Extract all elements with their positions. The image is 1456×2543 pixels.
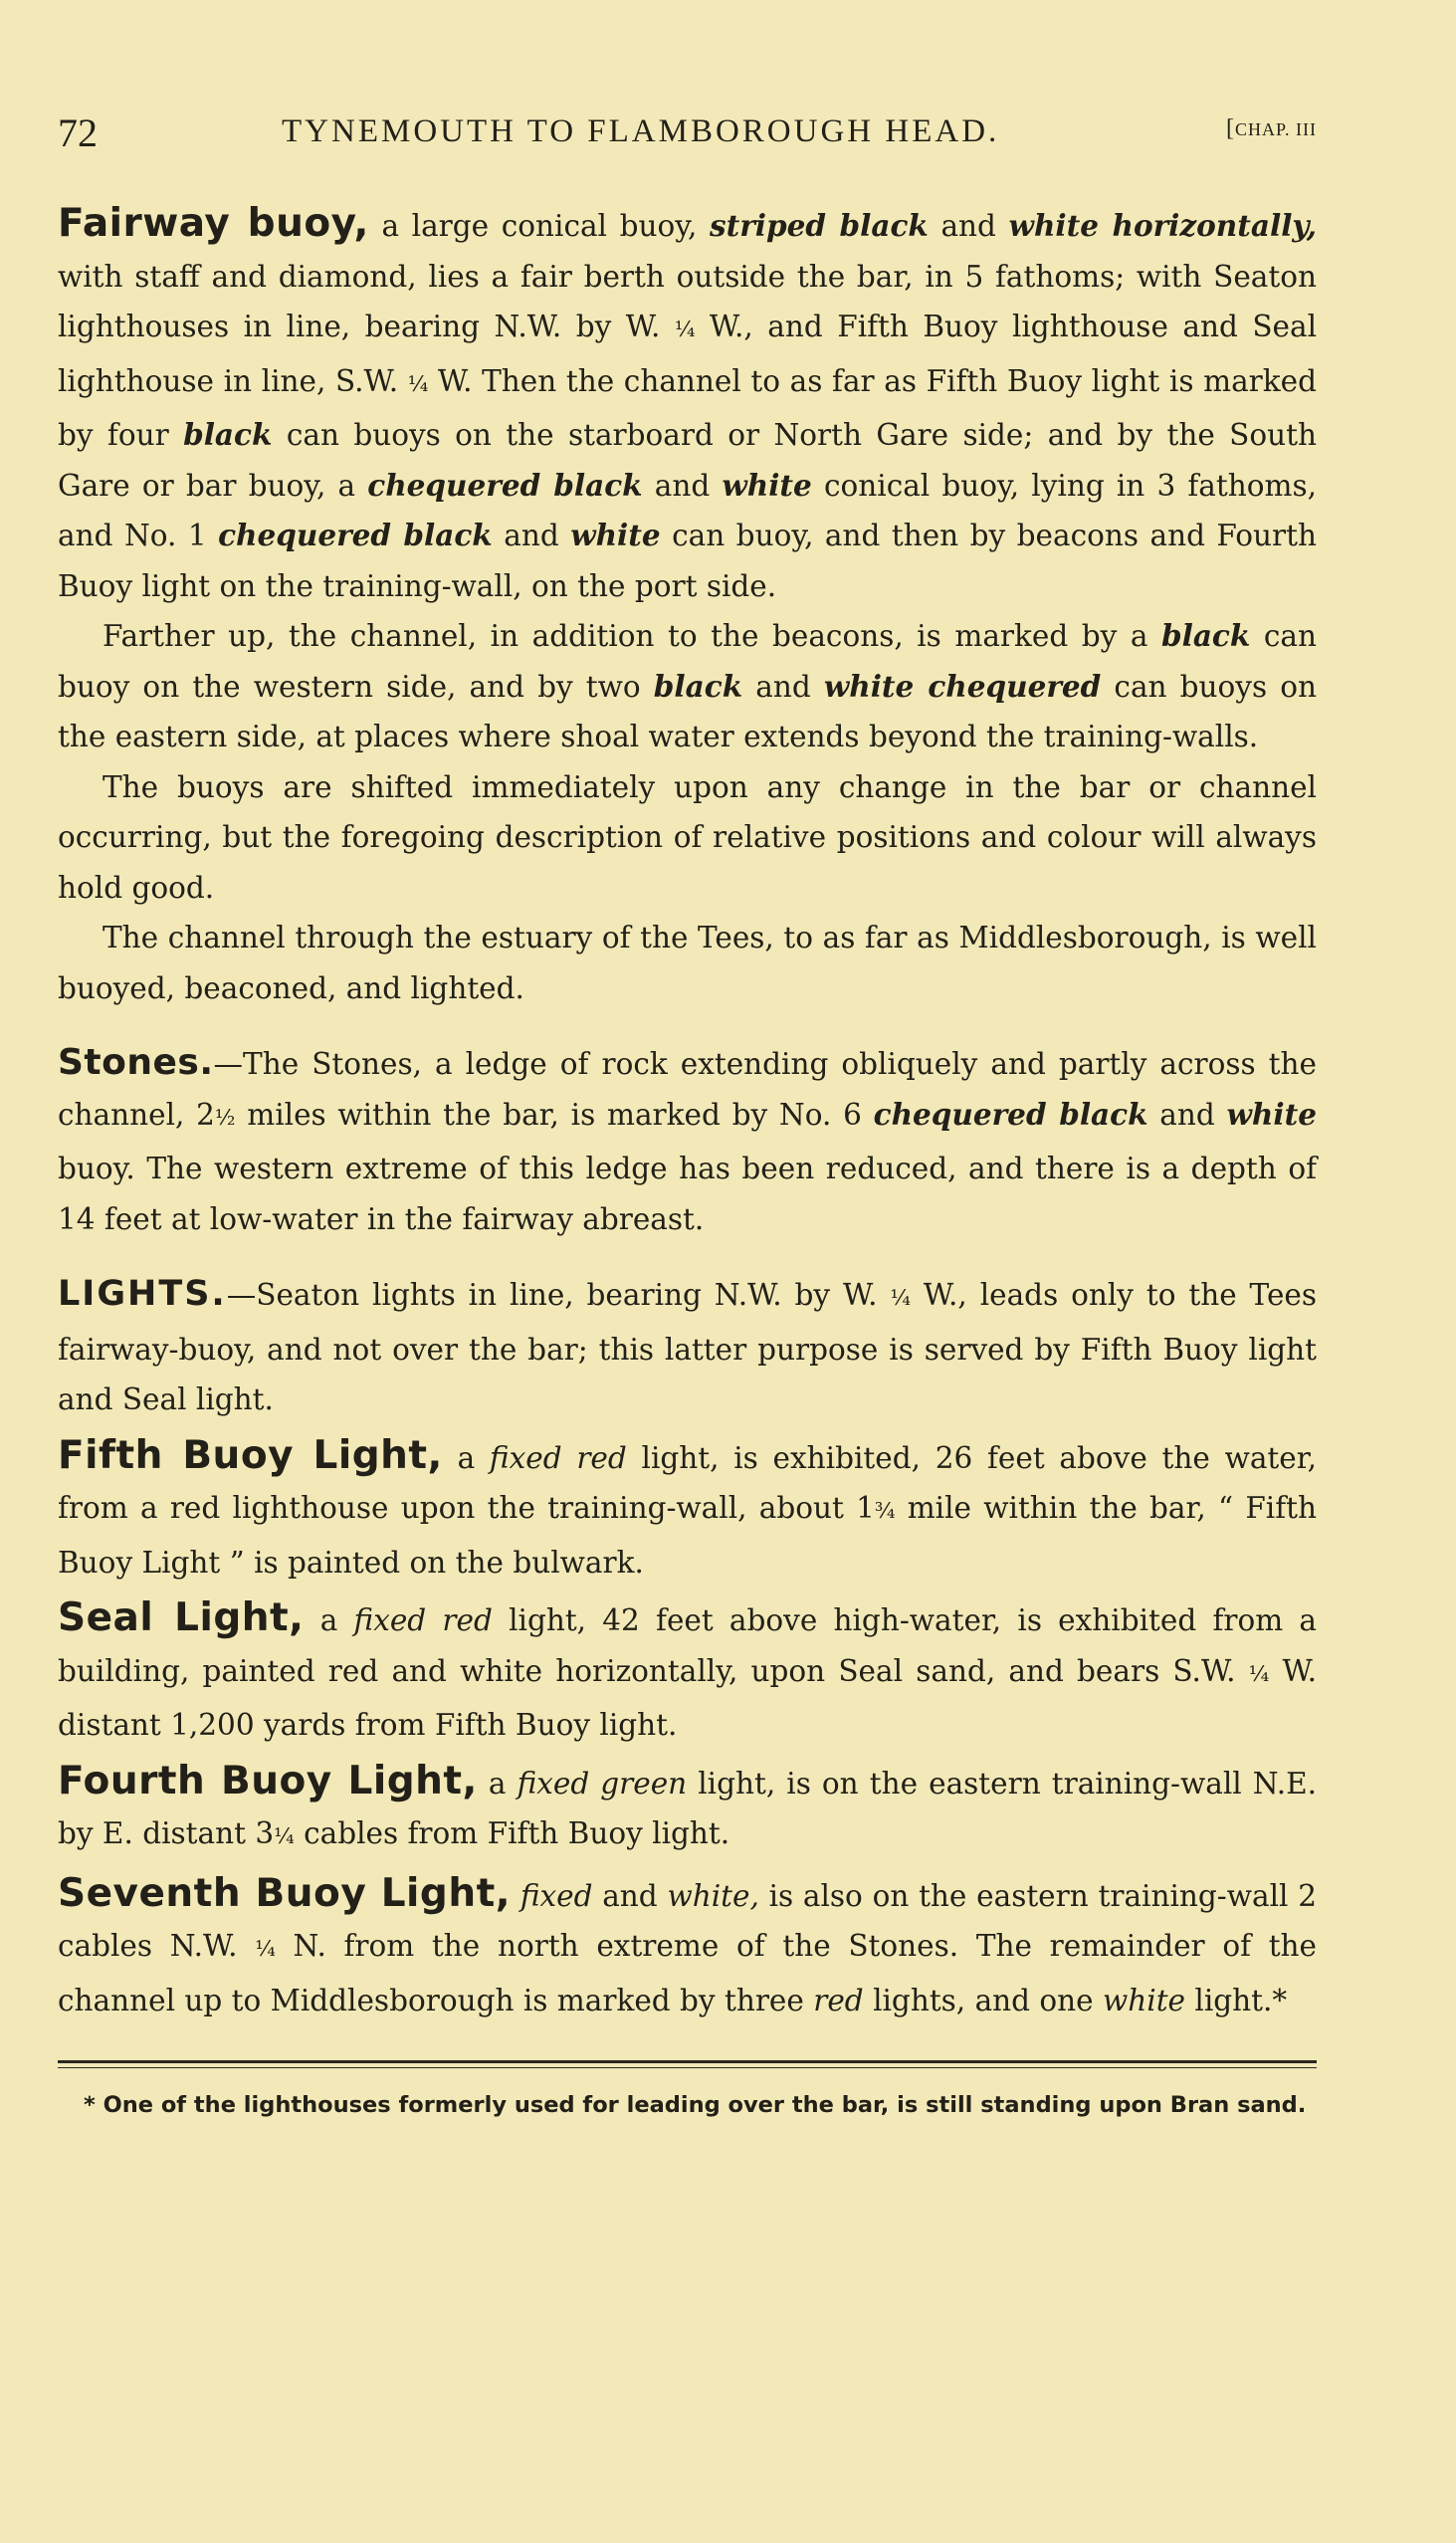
heading-stones: Stones.	[58, 1042, 214, 1083]
page-number: 72	[58, 110, 98, 155]
paragraph-farther-up: Farther up, the channel, in addition to the beacons, is marked by a black can buoy on the western side, and by two black and white chequered can buoys on the eastern side, at places where shoal water extends beyond the training-walls.	[58, 618, 1317, 753]
paragraph-fairway-buoy: Fairway buoy, a large conical buoy, striped black and white horizontally, with staff and diamond, lies a fair berth outside the bar, in 5 fathoms; with Seaton lighthouses in line, bearing N.W. by W. ¼ W., and Fifth Buoy lighthouse and Seal lighthouse in line, S.W. ¼ W. Then the channel to as far as Fifth Buoy light is marked by four black can buoys on the starboard or North Gare side; and by the South Gare or bar buoy, a chequered black and white conical buoy, lying in 3 fathoms, and No. 1 chequered black and white can buoy, and then by beacons and Fourth Buoy light on the training-wall, on the port side.	[58, 201, 1318, 603]
heading-seventh-buoy-light: Seventh Buoy Light,	[58, 1870, 512, 1916]
footnote-rule-thin	[58, 2067, 1317, 2068]
paragraph-seventh-buoy-light: Seventh Buoy Light, fixed and white, is also on the eastern training-wall 2 cables N.W. ¼ N. from the north extreme of the Stones. The remainder of the channel up to Middlesborough is marked by three red lights, and one white light.*	[58, 1870, 1318, 2017]
paragraph-fourth-buoy-light: Fourth Buoy Light, a fixed green light, is on the eastern training-wall N.E. by E. distant 3¼ cables from Fifth Buoy light.	[58, 1758, 1318, 1850]
paragraph-stones: Stones.—The Stones, a ledge of rock extending obliquely and partly across the channel, 2½ miles within the bar, is marked by No. 6 chequered black and white buoy. The western extreme of this ledge has been reduced, and there is a depth of 14 feet at low-water in the fairway abreast.	[58, 1042, 1317, 1236]
book-page	[58, 109, 1317, 2125]
footnote-rule	[58, 2060, 1317, 2063]
heading-fairway-buoy: Fairway buoy,	[58, 201, 369, 246]
running-header	[58, 109, 1317, 173]
paragraph-buoys-shifted: The buoys are shifted immediately upon any change in the bar or channel occurring, but the foregoing description of relative positions and colour will always hold good.	[58, 769, 1317, 905]
running-title: TYNEMOUTH TO FLAMBOROUGH HEAD.	[282, 113, 1000, 149]
heading-fourth-buoy-light: Fourth Buoy Light,	[58, 1758, 478, 1803]
footnote: * One of the lighthouses formerly used for leading over the bar, is still standing upon Bran sand.	[84, 2092, 1307, 2118]
paragraph-estuary: The channel through the estuary of the Tees, to as far as Middlesborough, is well buoyed, beaconed, and lighted.	[58, 921, 1317, 1005]
paragraph-lights: LIGHTS.—Seaton lights in line, bearing N.W. by W. ¼ W., leads only to the Tees fairway-buoy, and not over the bar; this latter purpose is served by Fifth Buoy light and Seal light.	[58, 1274, 1317, 1416]
paragraph-seal-light: Seal Light, a fixed red light, 42 feet above high-water, is exhibited from a building, painted red and white horizontally, upon Seal sand, and bears S.W. ¼ W. distant 1,200 yards from Fifth Buoy light.	[58, 1595, 1317, 1742]
body-text	[58, 199, 1317, 2025]
paragraph-fifth-buoy-light: Fifth Buoy Light, a fixed red light, is exhibited, 26 feet above the water, from a red lighthouse upon the training-wall, about 1¾ mile within the bar, “ Fifth Buoy Light ” is painted on the bulwark.	[58, 1432, 1317, 1580]
heading-seal-light: Seal Light,	[58, 1595, 305, 1640]
heading-lights: LIGHTS.	[58, 1274, 227, 1314]
heading-fifth-buoy-light: Fifth Buoy Light,	[58, 1432, 443, 1478]
chapter-label: [CHAP. III	[1225, 115, 1317, 141]
